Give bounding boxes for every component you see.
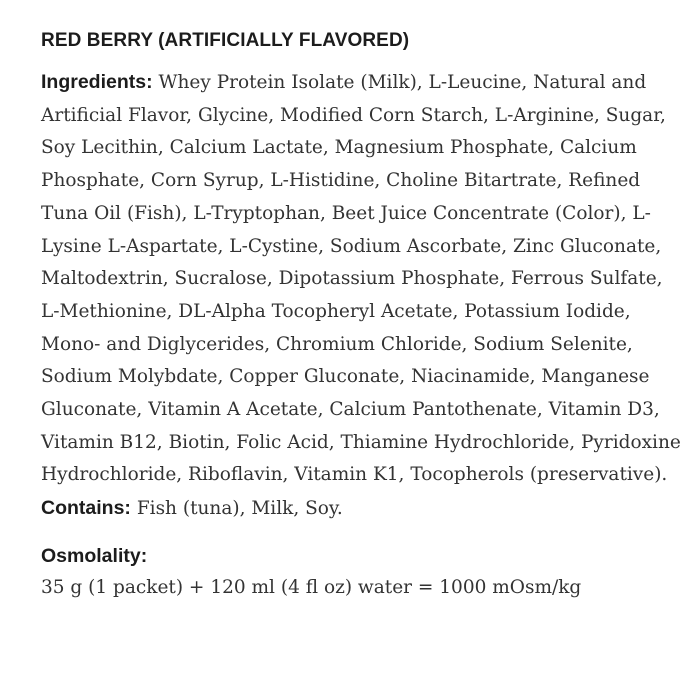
ingredients-list: Whey Protein Isolate (Milk), L-Leucine, Natural and Artificial Flavor, Glycine, Modified Corn Starch, L-Arginine, Sugar, Soy Lecithin, Calcium Lactate, Magnesium Phosphate, Calcium Phosphate, Corn Syrup, L-Histidine, Choline Bitartrate, Refined Tuna Oil (Fish), L-Tryptophan, Beet Juice Concentrate (Color), L-Lysine L-Aspartate, L-Cystine, Sodium Ascorbate, Zinc Gluconate, Maltodextrin, Sucralose, Dipotassium Phosphate, Ferrous Sulfate, L-Methionine, DL-Alpha Tocopheryl Acetate, Potassium Iodide, Mono- and Diglycerides, Chromium Chloride, Sodium Selenite, Sodium Molybdate, Copper Gluconate, Niacinamide, Manganese Gluconate, Vitamin A Acetate, Calcium Pantothenate, Vitamin D3, Vitamin B12, Biotin, Folic Acid, Thiamine Hydrochloride, Pyridoxine Hydrochloride, Riboflavin, Vitamin K1, Tocopherols (preservative).: [41, 72, 681, 486]
osmolality-label: Osmolality:: [41, 544, 148, 567]
osmolality-section: [41, 540, 681, 605]
ingredients-section: [41, 66, 681, 492]
contains-section: [41, 492, 681, 526]
allergens-list: Fish (tuna), Milk, Soy.: [136, 498, 343, 520]
flavor-title: RED BERRY (ARTIFICIALLY FLAVORED): [41, 30, 410, 51]
osmolality-value: 35 g (1 packet) + 120 ml (4 fl oz) water = 1000 mOsm/kg: [41, 576, 582, 598]
contains-label: Contains:: [41, 497, 131, 520]
ingredients-label: Ingredients:: [41, 71, 153, 93]
nutrition-label-panel: [41, 30, 681, 605]
